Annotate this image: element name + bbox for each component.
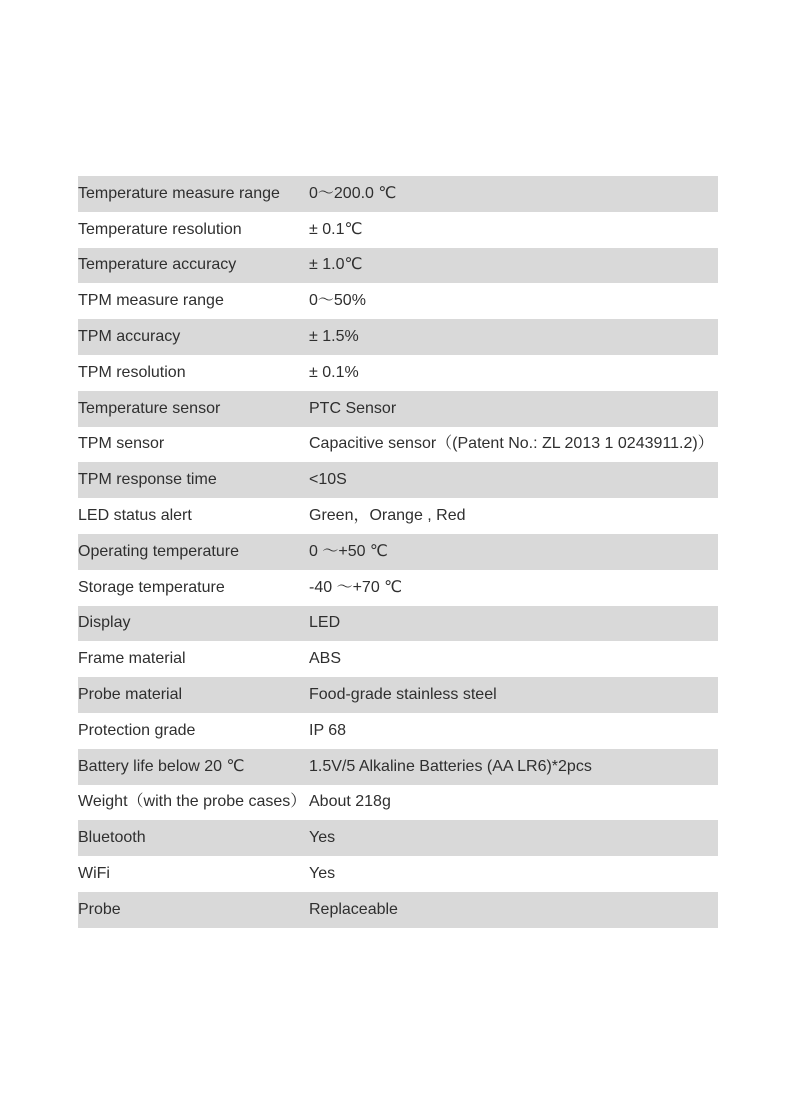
specification-table	[78, 176, 718, 928]
spec-label: Display	[78, 614, 131, 632]
spec-label: TPM sensor	[78, 435, 165, 453]
spec-value: -40 ～+70 ℃	[309, 578, 403, 596]
spec-value: Green，Orange , Red	[309, 507, 466, 525]
table-row	[78, 319, 718, 355]
spec-value: LED	[309, 614, 341, 632]
spec-label: Bluetooth	[78, 829, 146, 847]
spec-value: ± 0.1%	[309, 363, 359, 381]
table-row	[78, 856, 718, 892]
spec-label: TPM measure range	[78, 292, 224, 310]
spec-label: Protection grade	[78, 721, 196, 739]
spec-label: TPM accuracy	[78, 328, 181, 346]
spec-value: 0～50%	[309, 292, 366, 310]
spec-label: Storage temperature	[78, 578, 225, 596]
table-row	[78, 355, 718, 391]
specification-table-body	[78, 176, 718, 928]
table-row	[78, 892, 718, 928]
spec-label: LED status alert	[78, 507, 192, 525]
spec-value: ± 1.0℃	[309, 256, 363, 274]
spec-value: <10S	[309, 471, 347, 489]
table-row	[78, 462, 718, 498]
spec-value: About 218g	[309, 793, 391, 811]
table-row	[78, 212, 718, 248]
spec-value: Replaceable	[309, 900, 398, 918]
spec-value: ± 1.5%	[309, 328, 359, 346]
spec-value: 1.5V/5 Alkaline Batteries (AA LR6)*2pcs	[309, 757, 592, 775]
spec-label: Operating temperature	[78, 542, 239, 560]
spec-value: Yes	[309, 865, 336, 883]
spec-value: Food-grade stainless steel	[309, 686, 497, 704]
spec-label: Temperature accuracy	[78, 256, 237, 274]
spec-value: PTC Sensor	[309, 399, 397, 417]
spec-label: Probe	[78, 900, 121, 918]
spec-value: 0 ～+50 ℃	[309, 542, 388, 560]
spec-label: TPM resolution	[78, 363, 186, 381]
table-row	[78, 534, 718, 570]
spec-label: Probe material	[78, 686, 183, 704]
spec-label: Temperature sensor	[78, 399, 221, 417]
spec-value: ± 0.1℃	[309, 220, 363, 238]
spec-label: WiFi	[78, 865, 110, 883]
spec-value: IP 68	[309, 721, 347, 739]
table-row	[78, 570, 718, 606]
table-row	[78, 749, 718, 785]
spec-label: Temperature measure range	[78, 184, 280, 202]
table-row	[78, 641, 718, 677]
table-row	[78, 606, 718, 642]
spec-label: Frame material	[78, 650, 186, 668]
table-row	[78, 785, 718, 821]
table-row	[78, 427, 718, 463]
spec-label: Weight（with the probe cases）	[78, 793, 307, 811]
spec-value: Capacitive sensor（(Patent No.: ZL 2013 1 0243911.2)）	[309, 435, 714, 453]
spec-value: Yes	[309, 829, 336, 847]
spec-label: TPM response time	[78, 471, 217, 489]
table-row	[78, 498, 718, 534]
spec-value: ABS	[309, 650, 342, 668]
spec-label: Battery life below 20 ℃	[78, 757, 245, 775]
spec-value: 0～200.0 ℃	[309, 184, 397, 202]
table-row	[78, 677, 718, 713]
table-row	[78, 176, 718, 212]
table-row	[78, 248, 718, 284]
table-row	[78, 713, 718, 749]
spec-label: Temperature resolution	[78, 220, 242, 238]
table-row	[78, 283, 718, 319]
table-row	[78, 820, 718, 856]
table-row	[78, 391, 718, 427]
